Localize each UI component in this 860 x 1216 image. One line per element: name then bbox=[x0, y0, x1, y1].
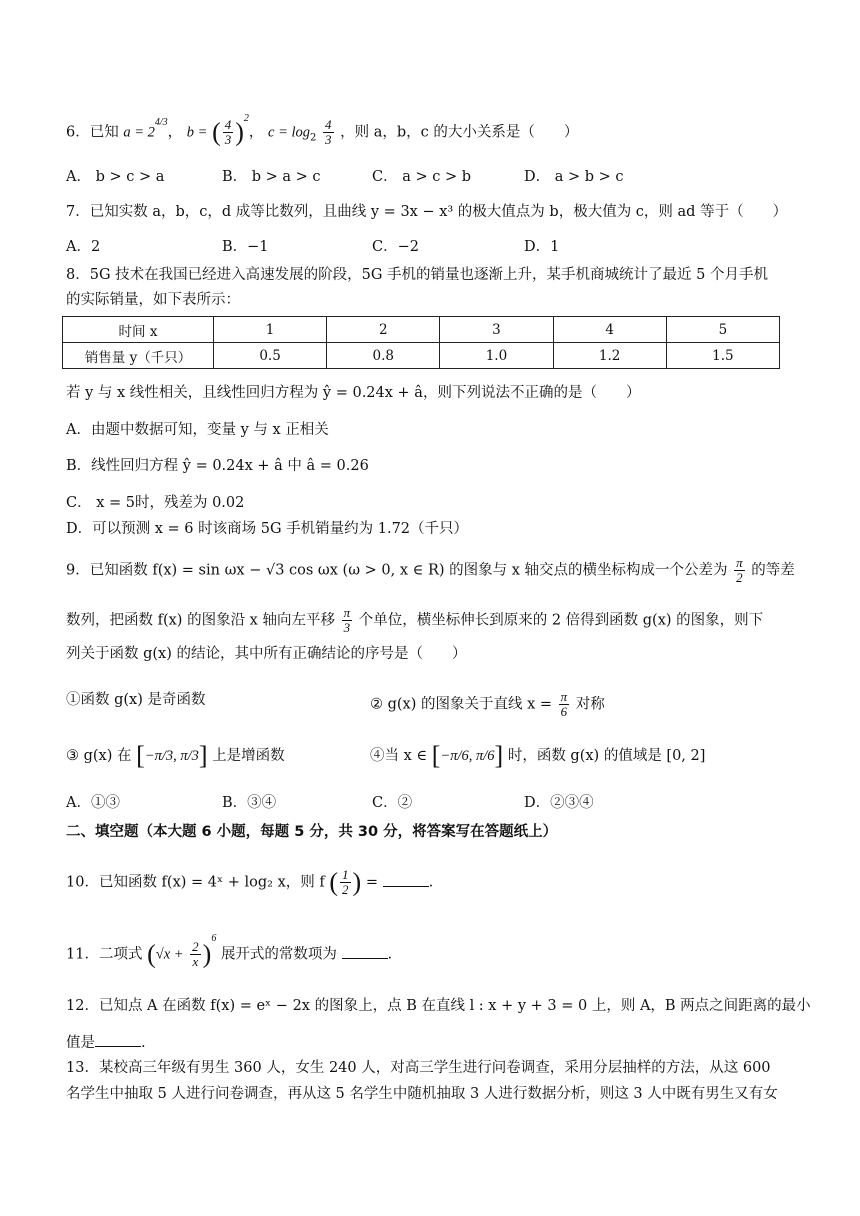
q6-a-expr: a = 2 bbox=[123, 124, 155, 141]
q6-option-b: B． b > a > c bbox=[222, 169, 321, 185]
q9-line2-end: 个单位，横坐标伸长到原来的 2 倍得到函数 g(x) 的图象，则下 bbox=[358, 612, 764, 629]
q6-c-base: 2 bbox=[310, 132, 317, 144]
q6-option-c: C． a > c > b bbox=[372, 169, 471, 185]
q9-statement-1: ①函数 g(x) 是奇函数 bbox=[66, 692, 206, 708]
q8-after-table: 若 y 与 x 线性相关，且线性回归方程为 ŷ = 0.24x + â，则下列说法不正确的是（ ） bbox=[66, 385, 641, 401]
q6-option-a: A． b > c > a bbox=[66, 169, 165, 185]
q8-stem-line1: 8．5G 技术在我国已经进入高速发展的阶段，5G 手机的销量也逐渐上升，某手机商城统计了最近 5 个月手机 bbox=[66, 267, 768, 283]
table-cell: 1 bbox=[214, 317, 327, 343]
q9-line2-text: 数列，把函数 f(x) 的图象沿 x 轴向左平移 bbox=[66, 612, 335, 629]
q8-option-a: A．由题中数据可知，变量 y 与 x 正相关 bbox=[66, 422, 329, 438]
q10-stem bbox=[66, 868, 433, 897]
q10-period: . bbox=[428, 874, 434, 891]
q11-text: 11．二项式 bbox=[66, 946, 143, 963]
q9-option-c: C．② bbox=[372, 795, 413, 811]
q9-s3-lbracket: [ bbox=[136, 741, 145, 770]
q10-frac: $\frac{1}{2}$ bbox=[342, 867, 349, 897]
section-2-heading: 二、填空题（本大题 6 小题，每题 5 分，共 30 分，将答案写在答题纸上） bbox=[66, 824, 558, 840]
q9-s3-text: ③ g(x) 在 bbox=[66, 748, 132, 764]
q7-option-d: D．1 bbox=[524, 239, 560, 255]
q7-option-c: C．−2 bbox=[372, 239, 419, 255]
q8-option-d: D．可以预测 x = 6 时该商场 5G 手机销量约为 1.72（千只） bbox=[66, 521, 469, 537]
table-header-time: 时间 x bbox=[63, 317, 214, 343]
q9-line1 bbox=[66, 556, 795, 585]
q10-equals: = bbox=[365, 874, 378, 891]
q9-line1-text: 9．已知函数 f(x) = sin ωx − √3 cos ωx (ω > 0, x ∈ R) 的图象与 x 轴交点的横坐标构成一个公差为 bbox=[66, 562, 728, 579]
table-header-sales: 销售量 y（千只） bbox=[63, 343, 214, 369]
q8-option-c: C． x = 5时，残差为 0.02 bbox=[66, 495, 245, 511]
q9-line2-frac: $\frac{\pi}{3}$ bbox=[343, 605, 351, 635]
q11-inner: √x + bbox=[155, 946, 184, 963]
q10-answer-blank[interactable] bbox=[383, 872, 429, 887]
q9-line2 bbox=[66, 606, 763, 635]
q6-b-rparen: ) bbox=[235, 117, 244, 147]
q6-c-frac: $\frac{4}{3}$ bbox=[325, 117, 332, 147]
q9-statement-3 bbox=[66, 741, 285, 770]
table-cell: 5 bbox=[666, 317, 779, 343]
q9-s4-lbracket: [ bbox=[431, 741, 441, 770]
table-row bbox=[63, 317, 780, 343]
q12-line2-text: 值是 bbox=[66, 1035, 95, 1051]
table-cell: 1.2 bbox=[553, 343, 666, 369]
q11-frac: $\frac{2}{x}$ bbox=[192, 939, 199, 969]
q6-option-d: D． a > b > c bbox=[524, 169, 624, 185]
q9-s2-frac: $\frac{\pi}{6}$ bbox=[560, 689, 568, 719]
q6-b-expr: b = bbox=[186, 124, 208, 141]
q6-b-exp: 2 bbox=[243, 112, 249, 124]
q8-option-b: B．线性回归方程 ŷ = 0.24x + â 中 â = 0.26 bbox=[66, 458, 369, 474]
q9-option-b: B．③④ bbox=[222, 795, 277, 811]
q7-stem: 7．已知实数 a，b，c，d 成等比数列，且曲线 y = 3x − x³ 的极大值点为 b，极大值为 c，则 ad 等于（ ） bbox=[66, 204, 788, 220]
q9-line1-end: 的等差 bbox=[751, 562, 795, 579]
q9-s4-end: 时，函数 g(x) 的值域是 [0, 2] bbox=[507, 748, 706, 764]
q9-line3: 列关于函数 g(x) 的结论，其中所有正确结论的序号是（ ） bbox=[66, 646, 467, 662]
q7-option-b: B．−1 bbox=[222, 239, 269, 255]
table-cell: 3 bbox=[440, 317, 553, 343]
q9-s4-interval: −π/6, π/6 bbox=[440, 748, 495, 764]
q6-c-expr: c = log bbox=[268, 124, 311, 141]
q10-text: 10．已知函数 f(x) = 4ˣ + log₂ x，则 f bbox=[66, 874, 325, 891]
q11-period: . bbox=[387, 946, 393, 963]
table-cell: 1.0 bbox=[440, 343, 553, 369]
q10-rparen: ) bbox=[352, 867, 362, 897]
q6-a-exp: 4/3 bbox=[154, 116, 168, 128]
q7-option-a: A．2 bbox=[66, 239, 101, 255]
q11-exp: 6 bbox=[211, 932, 217, 944]
q11-answer-blank[interactable] bbox=[342, 944, 388, 959]
q9-statement-2 bbox=[370, 690, 605, 719]
q11-stem bbox=[66, 932, 393, 969]
table-row bbox=[63, 343, 780, 369]
q9-option-d: D．②③④ bbox=[524, 795, 594, 811]
q6-b-frac: $\frac{4}{3}$ bbox=[224, 117, 232, 147]
q6-suffix: ，则 a，b，c 的大小关系是（ ） bbox=[340, 124, 579, 141]
q9-statement-4 bbox=[370, 741, 706, 770]
q13-line1: 13．某校高三年级有男生 360 人，女生 240 人，对高三学生进行问卷调查，采用分层抽样的方法，从这 600 bbox=[66, 1060, 771, 1076]
q9-s4-rbracket: ] bbox=[494, 741, 504, 770]
q9-s3-end: 上是增函数 bbox=[212, 748, 285, 764]
q9-s3-interval: −π/3, π/3 bbox=[144, 748, 199, 764]
q12-line1: 12．已知点 A 在函数 f(x) = eˣ − 2x 的图象上，点 B 在直线 l : x + y + 3 = 0 上，则 A，B 两点之间距离的最小 bbox=[66, 998, 811, 1014]
q6-stem: 6．已知 $a = 2^{4/3}$， b = ( $\frac{4}{3}$ )$^2$， $c = \log_2$ $\frac{4}{3}$ ，则 a，b，c 的大小关系是（ ） bbox=[66, 112, 579, 147]
table-cell: 0.8 bbox=[327, 343, 440, 369]
q9-line1-frac: $\frac{\pi}{2}$ bbox=[736, 555, 743, 585]
q12-line2 bbox=[66, 1032, 146, 1053]
table-cell: 2 bbox=[327, 317, 440, 343]
table-cell: 0.5 bbox=[214, 343, 327, 369]
q11-rparen: ) bbox=[202, 939, 212, 969]
q12-period: . bbox=[141, 1035, 146, 1051]
table-cell: 4 bbox=[553, 317, 666, 343]
q9-s3-rbracket: ] bbox=[198, 741, 208, 770]
q9-s2-end: 对称 bbox=[575, 696, 605, 713]
q8-data-table bbox=[62, 316, 780, 369]
q13-line2: 名学生中抽取 5 人进行问卷调查，再从这 5 名学生中随机抽取 3 人进行数据分析，则这 3 人中既有男生又有女 bbox=[66, 1086, 778, 1102]
q6-b-lparen: ( bbox=[212, 117, 221, 147]
q12-answer-blank[interactable] bbox=[95, 1032, 141, 1047]
q9-option-a: A．①③ bbox=[66, 795, 120, 811]
q9-s4-text: ④当 x ∈ bbox=[370, 748, 428, 764]
q10-lparen: ( bbox=[329, 867, 339, 897]
table-cell: 1.5 bbox=[666, 343, 779, 369]
q11-lparen: ( bbox=[147, 939, 156, 969]
q9-s2-text: ② g(x) 的图象关于直线 x = bbox=[370, 696, 553, 713]
q8-stem-line2: 的实际销量，如下表所示： bbox=[66, 292, 240, 308]
q6-prefix: 6．已知 bbox=[66, 124, 119, 141]
q11-text-end: 展开式的常数项为 bbox=[220, 946, 337, 963]
